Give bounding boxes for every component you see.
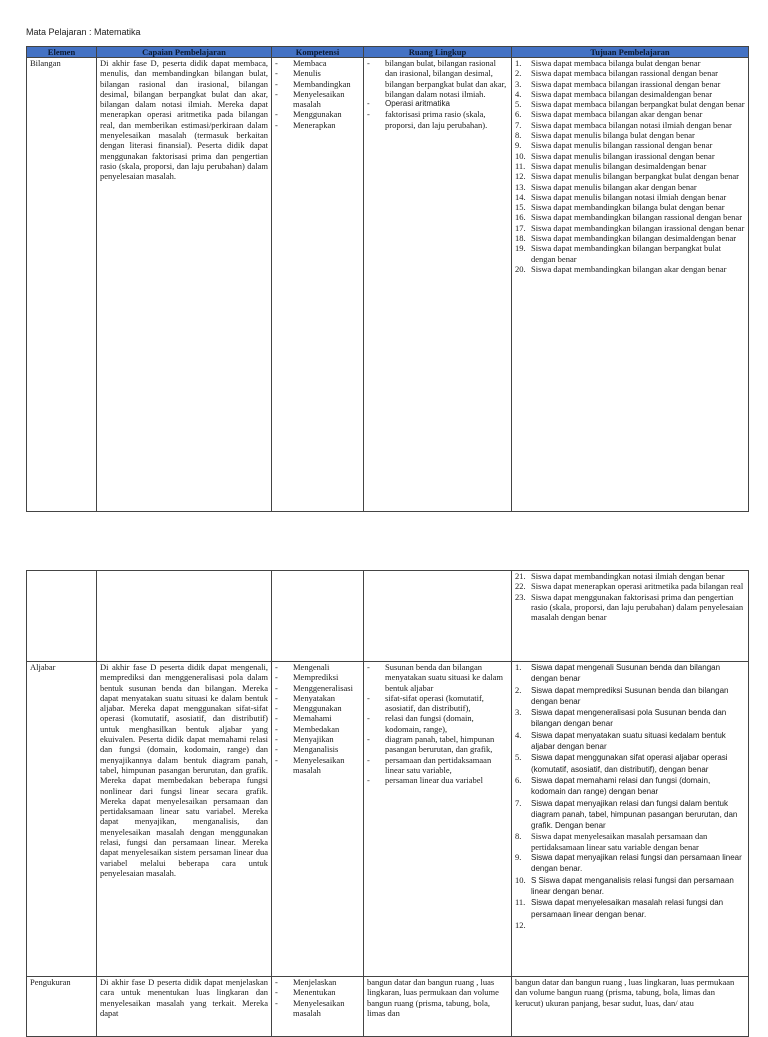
item-text: Siswa dapat menulis bilangan irassional dengan benar (531, 150, 715, 161)
list-item: - Susunan benda dan bilangan menyatakan suatu situasi ke dalam bentuk aljabar (367, 662, 508, 693)
list-item (515, 192, 745, 202)
subject-label: Mata Pelajaran : Matematika (26, 27, 141, 37)
list-item (515, 707, 745, 730)
capaian-cell: Di akhir fase D, peserta didik dapat membaca, menulis, dan membandingkan bilangan bulat, bilangan rasional dan irasional, bilangan desimal, bilangan berpangkat bulat dan akar, bilangan dalam notasi ilmiah. Mereka dapat menerapkan operasi aritmetika pada bilangan real, dan memberikan estimasi/perkiraan dalam menyelesaikan masalah (termasuk berkaitan dengan literasi finansial). Peserta didik dapat menggunakan faktorisasi prima dan pengertian rasio (skala, proporsi, dan laju perubahan) dalam penyelesaian masalah. (97, 58, 272, 512)
list-item: - faktorisasi prima rasio (skala, proporsi, dan laju perubahan). (367, 109, 508, 130)
item-text: Siswa dapat menulis bilanga bulat dengan benar (531, 130, 695, 141)
capaian-cell: Di akhir fase D peserta didik dapat mengenali, memprediksi dan menggeneralisasi pola dalam bentuk susunan benda dan bilangan. Mereka dapat menyatakan suatu situasi ke dalam bentuk aljabar. Mereka dapat menggunakan sifat-sifat operasi (komutatif, asosiatif, dan distributif) untuk menghasilkan bentuk aljabar yang ekuivalen. Peserta didik dapat memahami relasi dan fungsi (domain, kodomain, range) dan menyajikannya dalam bentuk diagram panah, tabel, himpunan pasangan berurutan, dan grafik. Mereka dapat membedakan beberapa fungsi nonlinear dari fungsi linear secara grafik. Mereka dapat menyelesaikan persamaan dan pertidaksamaan linear satu variabel. Mereka dapat menyajikan, menganalisis, dan menyelesaikan masalah dengan menggunakan relasi, fungsi dan persamaan linear. Mereka dapat menyelesaikan sistem persaman linear dua variabel melalui beberapa cara untuk penyelesaian masalah. (97, 662, 272, 977)
ruang-lingkup-cell (364, 571, 512, 662)
item-text: Siswa dapat memahami relasi dan fungsi (domain, kodomain dan range) dengan benar (531, 775, 711, 797)
item-number: 4. (515, 729, 522, 740)
item-number: 23. (515, 591, 526, 602)
item-text: Siswa dapat mengeneralisasi pola Susunan benda dan bilangan dengan benar (531, 708, 727, 729)
tujuan-cell (512, 571, 749, 662)
item-text: Siswa dapat menerapkan operasi aritmetika pada bilangan real (531, 581, 744, 592)
list-item: - Operasi aritmatika (367, 99, 508, 109)
item-number: 7. (515, 797, 522, 808)
list-item (515, 171, 745, 181)
list-item (515, 140, 745, 150)
kompetensi-cell (272, 662, 364, 977)
header-tujuan: Tujuan Pembelajaran (512, 47, 749, 58)
ruang-lingkup-cell (364, 58, 512, 512)
item-text: Siswa dapat menyajikan relasi dan fungsi dalam bentuk diagram panah, tabel, himpunan pasangan berurutan, dan grafik. Dengan benar (531, 798, 738, 831)
kompetensi-cell (272, 58, 364, 512)
item-number: 19. (515, 243, 526, 254)
item-number: 7. (515, 119, 522, 130)
item-text: Siswa dapat membandingkan bilangan berpangkat bulat dengan benar (531, 243, 722, 264)
item-text: Siswa dapat membandingkan notasi ilmiah dengan benar (531, 571, 725, 581)
item-number: 1. (515, 662, 522, 672)
list-item: - Menulis (275, 68, 360, 78)
list-item: - Membedakan (275, 724, 360, 734)
list-item (515, 243, 745, 264)
list-item: - Menyajikan (275, 734, 360, 744)
list-item (515, 99, 745, 109)
item-text: Siswa dapat menulis bilangan berpangkat bulat dengan benar (531, 171, 739, 182)
item-text: Siswa dapat menulis bilangan notasi ilmiah dengan benar (531, 191, 727, 202)
list-item: - Menjelaskan (275, 977, 360, 987)
list-item (515, 752, 745, 775)
header-ruang-lingkup: Ruang Lingkup (364, 47, 512, 58)
list-item (515, 571, 745, 581)
item-number: 10. (515, 874, 526, 885)
item-number: 10. (515, 150, 526, 161)
item-text: Siswa dapat mengenali Susunan benda dan bilangan dengan benar (531, 663, 721, 684)
header-capaian: Capaian Pembelajaran (97, 47, 272, 58)
list-item: - Menganalisis (275, 744, 360, 754)
item-number: 6. (515, 109, 522, 120)
list-item: - Menyelesaikan masalah (275, 998, 360, 1019)
list-item: - Menyelesaikan masalah (275, 755, 360, 776)
elemen-cell: Aljabar (27, 662, 97, 977)
list-item (515, 581, 745, 591)
list-item: - persamaan dan pertidaksamaan linear satu variable, (367, 755, 508, 776)
list-item (515, 212, 745, 222)
list-item (515, 852, 745, 875)
list-item (515, 161, 745, 171)
item-number: 8. (515, 831, 522, 842)
item-text: Siswa dapat menyelesaikan masalah relasi fungsi dan persamaan linear dengan benar. (531, 898, 724, 919)
list-item (515, 79, 745, 89)
list-item: - Menyatakan (275, 693, 360, 703)
list-item (515, 58, 745, 68)
list-item (515, 151, 745, 161)
list-item: - Memahami (275, 713, 360, 723)
item-number: 22. (515, 581, 526, 592)
tujuan-list (515, 662, 745, 930)
ruang-lingkup-list (367, 58, 508, 130)
item-text: Siswa dapat membandingkan bilangan akar dengan benar (531, 263, 727, 274)
list-item: - Membaca (275, 58, 360, 68)
list-item: - bilangan bulat, bilangan rasional dan irasional, bilangan desimal, bilangan berpangkat bulat dan akar, bilangan dalam notasi ilmiah. (367, 58, 508, 99)
item-text: Siswa dapat membaca bilangan akar dengan benar (531, 109, 703, 120)
item-number: 16. (515, 212, 526, 223)
kompetensi-cell (272, 571, 364, 662)
table-header-row (27, 47, 749, 58)
tujuan-cell (512, 662, 749, 977)
item-text: Siswa dapat membandingkan bilanga bulat dengan benar (531, 202, 725, 213)
item-text: Siswa dapat membaca bilangan notasi ilmiah dengan benar (531, 119, 732, 130)
item-text: Siswa dapat membaca bilangan berpangkat bulat dengan benar (531, 99, 745, 110)
list-item (515, 109, 745, 119)
item-number: 4. (515, 88, 522, 99)
capaian-cell: Di akhir fase D peserta didik dapat menjelaskan cara untuk menentukan luas lingkaran dan menyelesaikan masalah yang terkait. Mereka dapat (97, 977, 272, 1037)
list-item: - sifat-sifat operasi (komutatif, asosiatif, dan distributif), (367, 693, 508, 714)
list-item: - diagram panah, tabel, himpunan pasangan berurutan, dan grafik, (367, 734, 508, 755)
list-item: - Memprediksi (275, 672, 360, 682)
list-item: - Menyelesaikan masalah (275, 89, 360, 110)
item-number: 21. (515, 571, 526, 581)
item-number: 17. (515, 222, 526, 233)
list-item (515, 662, 745, 685)
item-text: Siswa dapat membaca bilangan irassional dengan benar (531, 78, 721, 89)
item-number: 14. (515, 191, 526, 202)
item-text: Siswa dapat menggunakan sifat operasi aljabar operasi (komutatif, asosiatif, dan distributif), dengan benar (531, 753, 728, 774)
item-number: 5. (515, 99, 522, 110)
capaian-cell (97, 571, 272, 662)
ruang-lingkup-cell: bangun datar dan bangun ruang , luas lingkaran, luas permukaan dan volume bangun ruang (prisma, tabung, bola, limas dan (364, 977, 512, 1037)
item-number: 5. (515, 752, 522, 763)
item-text: Siswa dapat menulis bilangan akar dengan benar (531, 181, 697, 192)
item-number: 3. (515, 78, 522, 89)
item-text: Siswa dapat membaca bilangan rassional dengan benar (531, 68, 718, 79)
table-row-bilangan (27, 58, 749, 512)
item-text: Siswa dapat menulis bilangan rassional dengan benar (531, 140, 713, 151)
ruang-lingkup-cell (364, 662, 512, 977)
item-number: 12. (515, 171, 526, 182)
elemen-cell: Bilangan (27, 58, 97, 512)
list-item (515, 223, 745, 233)
header-kompetensi: Kompetensi (272, 47, 364, 58)
ruang-lingkup-list (367, 662, 508, 786)
item-number: 6. (515, 774, 522, 785)
list-item (515, 897, 745, 920)
item-text: Siswa dapat menyajikan relasi fungsi dan persamaan linear dengan benar. (531, 853, 742, 874)
item-text: Siswa dapat membaca bilanga bulat dengan benar (531, 58, 701, 68)
list-item (515, 831, 745, 852)
item-text: Siswa dapat membandingkan bilangan desimaldengan benar (531, 233, 737, 244)
list-item: - Menggunakan (275, 703, 360, 713)
list-item (515, 120, 745, 130)
item-number: 11. (515, 897, 526, 908)
list-item (515, 182, 745, 192)
table-row-aljabar (27, 662, 749, 977)
item-number: 18. (515, 233, 526, 244)
item-number: 9. (515, 852, 522, 863)
list-item (515, 89, 745, 99)
list-item: - Menggunakan (275, 109, 360, 119)
curriculum-table-page-2 (26, 570, 749, 1037)
list-item: - Menentukan (275, 987, 360, 997)
list-item: - relasi dan fungsi (domain, kodomain, range), (367, 713, 508, 734)
item-text: S Siswa dapat menganalisis relasi fungsi dan persamaan linear dengan benar. (531, 875, 734, 896)
list-item (515, 264, 745, 274)
item-text: Siswa dapat membaca bilangan desimaldengan benar (531, 88, 713, 99)
list-item: - Membandingkan (275, 79, 360, 89)
tujuan-list (515, 58, 745, 274)
list-item (515, 202, 745, 212)
list-item: - persaman linear dua variabel (367, 775, 508, 785)
item-number: 11. (515, 160, 526, 171)
curriculum-table-page-1 (26, 46, 749, 512)
list-item (515, 730, 745, 753)
item-number: 2. (515, 68, 522, 79)
tujuan-cell: bangun datar dan bangun ruang , luas lingkaran, luas permukaan dan volume bangun ruang (prisma, tabung, bola, limas dan kerucut) ukuran panjang, besar sudut, luas, dan/ atau (512, 977, 749, 1037)
elemen-cell: Pengukuran (27, 977, 97, 1037)
list-item (515, 130, 745, 140)
item-number: 9. (515, 140, 522, 151)
list-item (515, 775, 745, 798)
tujuan-list (515, 571, 745, 622)
list-item: - Mengenali (275, 662, 360, 672)
list-item (515, 875, 745, 898)
item-number: 20. (515, 263, 526, 274)
item-text: Siswa dapat membandingkan bilangan rassional dengan benar (531, 212, 743, 223)
item-text: Siswa dapat menulis bilangan desimaldengan benar (531, 160, 707, 171)
item-number: 1. (515, 58, 522, 68)
kompetensi-list (275, 58, 360, 130)
item-number: 15. (515, 202, 526, 213)
item-text: Siswa dapat memprediksi Susunan benda dan bilangan dengan benar (531, 685, 729, 706)
table-row-pengukuran (27, 977, 749, 1037)
list-item (515, 68, 745, 78)
kompetensi-list (275, 662, 360, 775)
elemen-cell (27, 571, 97, 662)
item-number: 8. (515, 130, 522, 141)
item-text: Siswa dapat menyatakan suatu situasi kedalam bentuk aljabar dengan benar (531, 730, 726, 752)
list-item (515, 685, 745, 708)
item-number: 3. (515, 707, 522, 718)
item-text: Siswa dapat membandingkan bilangan irassional dengan benar (531, 222, 745, 233)
list-item (515, 233, 745, 243)
item-text: Siswa dapat menyelesaikan masalah persamaan dan pertidaksamaan linear satu variable dengan benar (531, 831, 708, 852)
list-item: - Menerapkan (275, 120, 360, 130)
item-number: 13. (515, 181, 526, 192)
table-row-bilangan-continued (27, 571, 749, 662)
item-text: Siswa dapat menggunakan faktorisasi prima dan pengertian rasio (skala, proporsi, dan laju perubahan) dalam penyelesaian masalah dengan benar (531, 591, 744, 623)
tujuan-cell (512, 58, 749, 512)
header-elemen: Elemen (27, 47, 97, 58)
kompetensi-list (275, 977, 360, 1018)
list-item: - Menggeneralisasi (275, 683, 360, 693)
list-item (515, 798, 745, 832)
kompetensi-cell (272, 977, 364, 1037)
item-number: 12. (515, 919, 526, 930)
item-number: 2. (515, 684, 522, 695)
list-item (515, 592, 745, 623)
